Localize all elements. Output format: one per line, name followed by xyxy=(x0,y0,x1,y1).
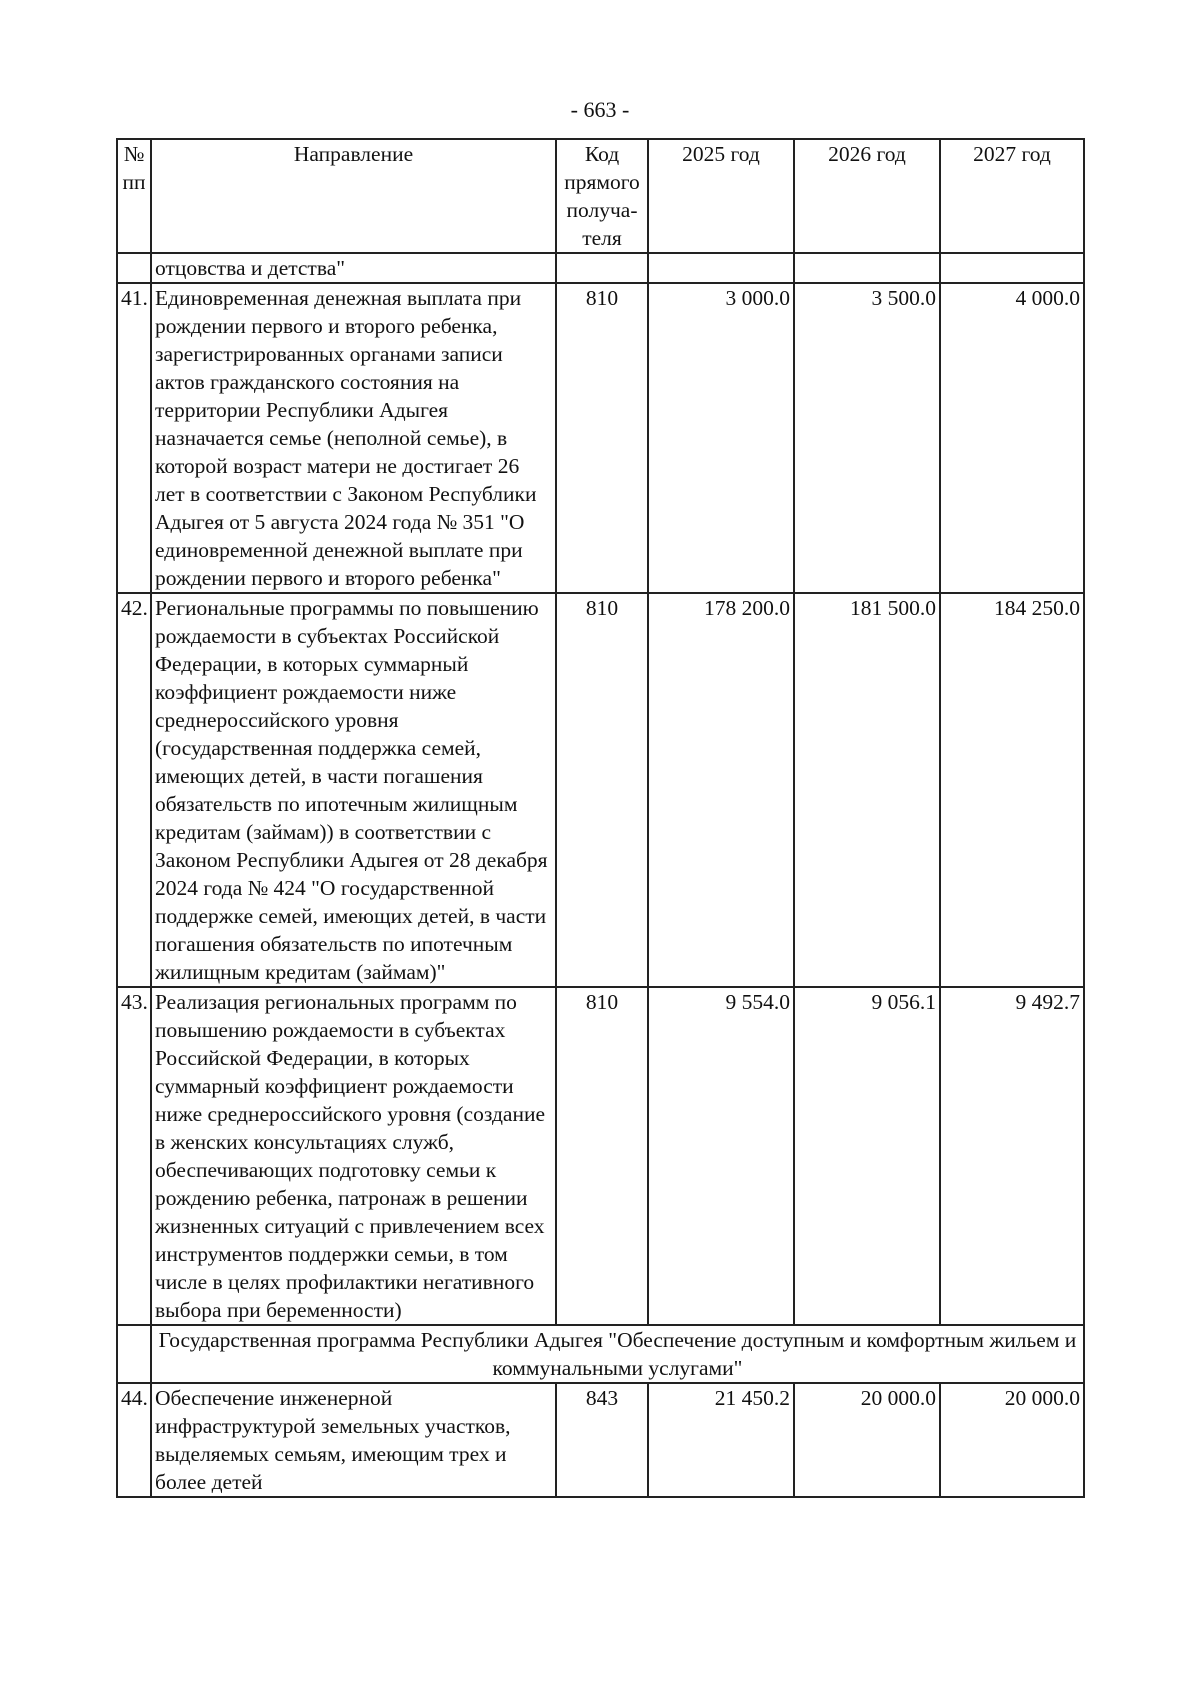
table-row xyxy=(117,253,1084,283)
row-code: 810 xyxy=(556,283,648,593)
row-num: 43. xyxy=(117,987,151,1325)
row-2025: 21 450.2 xyxy=(648,1383,794,1497)
row-code: 810 xyxy=(556,593,648,987)
row-direction: отцовства и детства" xyxy=(151,253,556,283)
table-header-row xyxy=(117,139,1084,253)
row-direction: Обеспечение инженерной инфраструктурой земельных участков, выделяемых семьям, имеющим трех и более детей xyxy=(151,1383,556,1497)
row-2025: 178 200.0 xyxy=(648,593,794,987)
row-code: 843 xyxy=(556,1383,648,1497)
row-num xyxy=(117,253,151,283)
row-2026: 181 500.0 xyxy=(794,593,940,987)
row-2025: 9 554.0 xyxy=(648,987,794,1325)
row-2027: 184 250.0 xyxy=(940,593,1084,987)
section-title: Государственная программа Республики Адыгея "Обеспечение доступным и комфортным жильем и коммунальными услугами" xyxy=(151,1325,1084,1383)
budget-table xyxy=(116,138,1085,1498)
section-num-cell xyxy=(117,1325,151,1383)
row-2026: 9 056.1 xyxy=(794,987,940,1325)
row-direction: Региональные программы по повышению рождаемости в субъектах Российской Федерации, в которых суммарный коэффициент рождаемости ниже среднероссийского уровня (государственная поддержка семей, имеющих детей, в части погашения обязательств по ипотечным жилищным кредитам (займам)) в соответствии с Законом Республики Адыгея от 28 декабря 2024 года № 424 "О государственной поддержке семей, имеющих детей, в части погашения обязательств по ипотечным жилищным кредитам (займам)" xyxy=(151,593,556,987)
header-2027: 2027 год xyxy=(940,139,1084,253)
header-num: № пп xyxy=(117,139,151,253)
table-row xyxy=(117,283,1084,593)
row-2025 xyxy=(648,253,794,283)
table-row xyxy=(117,987,1084,1325)
row-2026 xyxy=(794,253,940,283)
row-code: 810 xyxy=(556,987,648,1325)
row-2027: 9 492.7 xyxy=(940,987,1084,1325)
row-direction: Единовременная денежная выплата при рождении первого и второго ребенка, зарегистрированных органами записи актов гражданского состояния на территории Республики Адыгея назначается семье (неполной семье), в которой возраст матери не достигает 26 лет в соответствии с Законом Республики Адыгея от 5 августа 2024 года № 351 "О единовременной денежной выплате при рождении первого и второго ребенка" xyxy=(151,283,556,593)
header-direction: Направление xyxy=(151,139,556,253)
row-num: 41. xyxy=(117,283,151,593)
table-row xyxy=(117,593,1084,987)
row-num: 44. xyxy=(117,1383,151,1497)
header-2025: 2025 год xyxy=(648,139,794,253)
row-2025: 3 000.0 xyxy=(648,283,794,593)
header-code: Код прямого получа-теля xyxy=(556,139,648,253)
row-2027 xyxy=(940,253,1084,283)
row-2027: 4 000.0 xyxy=(940,283,1084,593)
page-number: - 663 - xyxy=(570,97,630,122)
row-2026: 20 000.0 xyxy=(794,1383,940,1497)
table-row xyxy=(117,1383,1084,1497)
header-2026: 2026 год xyxy=(794,139,940,253)
row-2026: 3 500.0 xyxy=(794,283,940,593)
section-row xyxy=(117,1325,1084,1383)
row-2027: 20 000.0 xyxy=(940,1383,1084,1497)
row-direction: Реализация региональных программ по повышению рождаемости в субъектах Российской Федерации, в которых суммарный коэффициент рождаемости ниже среднероссийского уровня (создание в женских консультациях служб, обеспечивающих подготовку семьи к рождению ребенка, патронаж в решении жизненных ситуаций с привлечением всех инструментов поддержки семьи, в том числе в целях профилактики негативного выбора при беременности) xyxy=(151,987,556,1325)
row-code xyxy=(556,253,648,283)
row-num: 42. xyxy=(117,593,151,987)
